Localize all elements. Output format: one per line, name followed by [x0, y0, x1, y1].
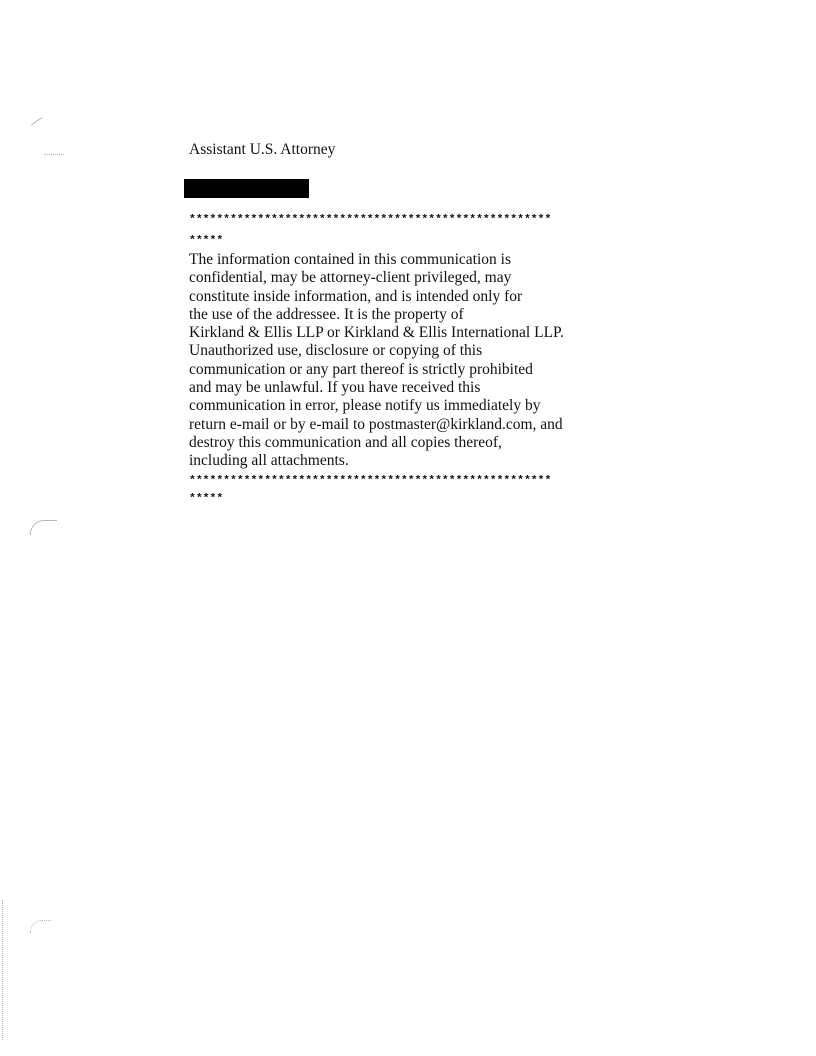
notice-line: return e-mail or by e-mail to postmaster@kirkland.com, and	[189, 415, 563, 433]
notice-line: the use of the addressee. It is the property of	[189, 305, 464, 323]
notice-line: The information contained in this communication is	[189, 251, 511, 268]
separator-stars-bottom-continued: *****	[189, 493, 224, 505]
notice-line: Kirkland & Ellis LLP or Kirkland & Ellis International LLP.	[189, 324, 564, 342]
scan-edge-line	[2, 900, 3, 1040]
redaction-box	[184, 179, 309, 198]
notice-line: communication or any part thereof is strictly prohibited	[189, 360, 533, 378]
scan-mark	[30, 920, 51, 933]
scan-mark	[30, 520, 57, 535]
notice-line: destroy this communication and all copies thereof,	[189, 433, 502, 451]
separator-stars-top-continued: *****	[189, 235, 224, 247]
notice-line: communication in error, please notify us immediately by	[189, 397, 541, 415]
scan-mark	[44, 148, 64, 155]
notice-line: constitute inside information, and is intended only for	[189, 287, 523, 305]
notice-line: including all attachments.	[189, 452, 349, 470]
notice-line: Unauthorized use, disclosure or copying of this	[189, 342, 483, 360]
notice-line: confidential, may be attorney-client privileged, may	[189, 269, 512, 287]
scan-mark	[31, 117, 48, 132]
separator-stars-bottom: *****************************************************	[189, 475, 552, 487]
separator-stars-top: *****************************************************	[189, 214, 552, 226]
signature-title: Assistant U.S. Attorney	[189, 141, 336, 158]
notice-line: and may be unlawful. If you have received this	[189, 379, 481, 397]
confidentiality-notice	[189, 251, 564, 471]
